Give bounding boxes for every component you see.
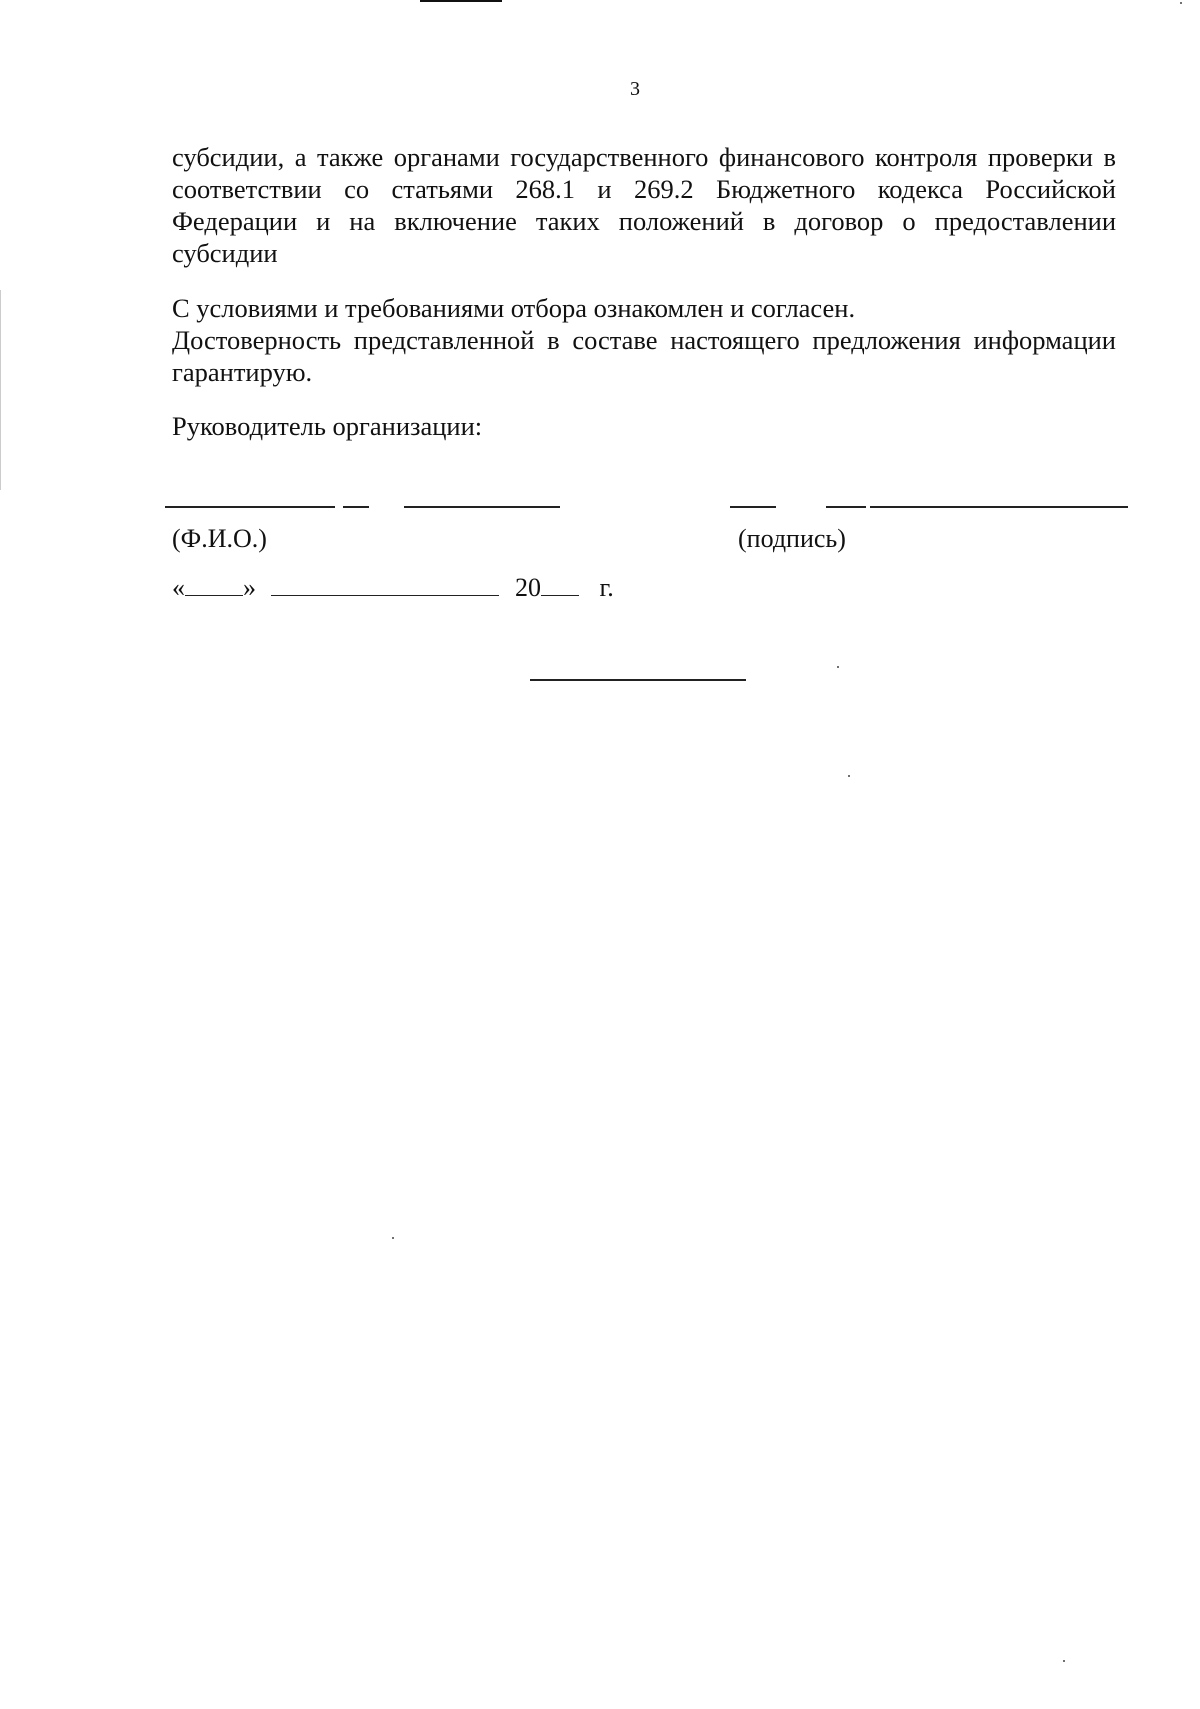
signature-label: (подпись) — [738, 524, 846, 553]
scan-speck — [392, 1237, 394, 1239]
fio-line-segment — [165, 506, 335, 508]
signature-line-segment — [870, 506, 1128, 508]
paragraph-conditions-agreement: С условиями и требованиями отбора ознакомлен и согласен. — [172, 293, 856, 323]
fio-line-segment — [404, 506, 560, 508]
fio-label: (Ф.И.О.) — [172, 524, 267, 553]
paragraph-information-guarantee: Достоверность представленной в составе настоящего предложения информации гарантирую. — [172, 325, 1116, 387]
scan-speck — [1180, 2, 1182, 4]
closing-line — [530, 679, 746, 681]
date-open-quote: « — [172, 573, 185, 602]
year-prefix: 20 — [515, 573, 541, 602]
signature-line-segment — [730, 506, 776, 508]
month-blank — [271, 573, 499, 596]
scan-margin-mark — [0, 290, 1, 490]
signature-line-segment — [826, 506, 866, 508]
year-blank — [541, 573, 579, 596]
scan-speck — [848, 775, 850, 777]
date-row — [172, 573, 614, 603]
scan-speck — [837, 666, 839, 668]
year-suffix: г. — [599, 573, 614, 602]
fio-line-segment — [343, 506, 369, 508]
top-edge-line — [420, 0, 502, 2]
day-blank — [185, 573, 243, 596]
page-number: 3 — [630, 78, 640, 100]
date-close-quote: » — [243, 573, 256, 602]
paragraph-head-of-organization: Руководитель организации: — [172, 411, 483, 441]
scan-speck — [1063, 1660, 1065, 1662]
paragraph-subsidy-control: субсидии, а также органами государственного финансового контроля проверки в соответствии со статьями 268.1 и 269.2 Бюджетного кодекса Российской Федерации и на включение таких положений в договор о предоставлении субсидии — [172, 142, 1116, 268]
